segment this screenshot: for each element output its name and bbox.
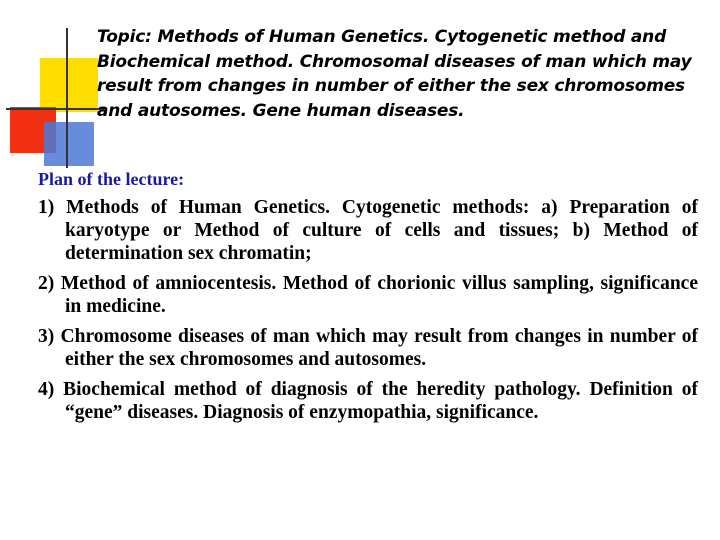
decorative-yellow-square	[40, 58, 98, 112]
plan-list	[38, 196, 698, 424]
plan-item-3: 3) Chromosome diseases of man which may result from changes in number of either the sex chromosomes and autosomes.	[38, 326, 698, 370]
plan-item-2: 2) Method of amniocentesis. Method of chorionic villus sampling, significance in medicine.	[38, 273, 698, 317]
plan-item-1: 1) Methods of Human Genetics. Cytogenetic methods: a) Preparation of karyotype or Method of culture of cells and tissues; b) Method of determination sex chromatin;	[38, 197, 698, 264]
slide-title: Topic: Methods of Human Genetics. Cytogenetic method and Biochemical method. Chromosomal diseases of man which may result from changes in number of either the sex chromosomes and autosomes. Gene human diseases.	[97, 27, 692, 121]
decorative-horizontal-line	[6, 108, 104, 110]
decorative-vertical-line	[66, 28, 68, 168]
lecture-plan	[38, 168, 698, 431]
plan-heading: Plan of the lecture:	[38, 169, 185, 189]
decorative-blue-square	[44, 122, 94, 166]
plan-item-4: 4) Biochemical method of diagnosis of the heredity pathology. Definition of “gene” diseases. Diagnosis of enzymopathia, significance.	[38, 379, 698, 423]
